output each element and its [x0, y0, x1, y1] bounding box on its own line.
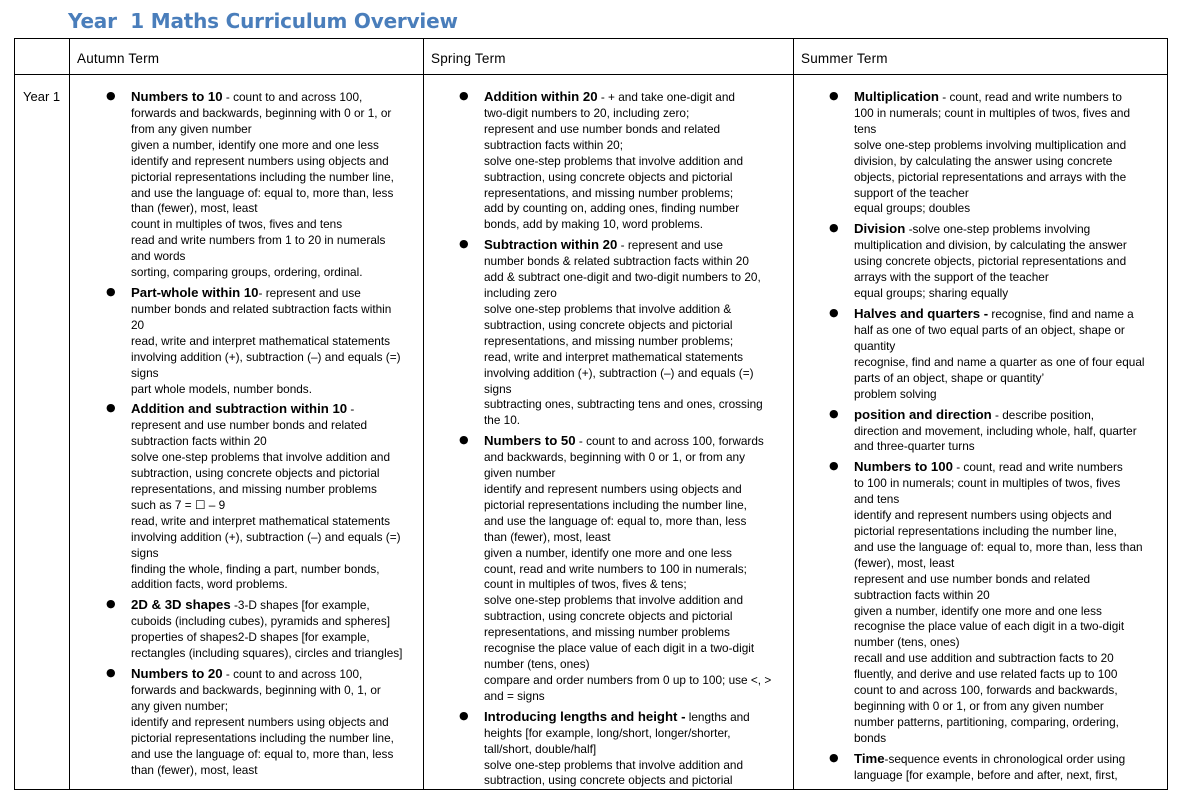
topic-detail-line: than (fewer), most, least: [131, 201, 258, 216]
topic-detail-line: and use the language of: equal to, more than, less: [484, 513, 747, 528]
topic-detail-line: division, by calculating the answer using concrete: [854, 153, 1113, 168]
topic-detail-line: given a number, identify one more and one less: [484, 545, 732, 560]
topic-item: [106, 665, 418, 778]
topic-detail-line: subtraction, using concrete objects and pictorial: [131, 466, 380, 481]
topic-detail-line: bonds: [854, 730, 887, 745]
topic-detail-line: and three-quarter turns: [854, 439, 975, 454]
topic-detail-line: count, read and write numbers to 100 in numerals;: [484, 561, 747, 576]
topic-detail-line: given a number, identify one more and one less: [131, 137, 379, 152]
header-autumn-term: Autumn Term: [77, 51, 160, 66]
topic-item: [106, 88, 418, 281]
topic-detail-line: involving addition (+), subtraction (–) and equals (=): [131, 529, 401, 544]
topic-detail-line: forwards and backwards, beginning with 0, 1, or: [131, 683, 381, 698]
topic-detail-line: represent and use number bonds and related: [484, 121, 721, 136]
topic-heading: [484, 236, 789, 254]
topic-detail-line: identify and represent numbers using objects and: [131, 153, 389, 168]
topic-title: position and direction: [854, 406, 992, 422]
topic-lead-text: - count to and across 100, forwards: [575, 434, 764, 449]
topic-list: [106, 88, 418, 779]
topic-detail-line: beginning with 0 or 1, or from any given number: [854, 699, 1104, 713]
topic-detail-line: any given number;: [131, 699, 229, 713]
topic-title: Halves and quarters -: [854, 305, 989, 321]
topic-lead-text: -3-D shapes [for example,: [230, 598, 370, 613]
topic-detail-line: read, write and interpret mathematical statements: [131, 513, 390, 528]
topic-detail-line: subtraction, using concrete objects and pictorial: [484, 169, 733, 184]
summer-term-column: [829, 88, 1167, 787]
topic-list: [829, 88, 1167, 784]
topic-detail-line: representations, and missing number problems: [484, 625, 730, 640]
topic-detail-line: equal groups; sharing equally: [854, 286, 1009, 301]
topic-detail-line: solve one-step problems that involve addition and: [484, 593, 744, 608]
topic-detail-line: addition facts, word problems.: [131, 577, 288, 592]
topic-detail-line: recognise, find and name a quarter as one of four equal: [854, 354, 1145, 369]
topic-item: [459, 88, 789, 233]
topic-heading: [484, 708, 789, 726]
topic-detail-line: number (tens, ones): [854, 635, 960, 650]
topic-heading: [854, 88, 1167, 106]
topic-title: Numbers to 100: [854, 459, 953, 475]
topic-title: Subtraction within 20: [484, 237, 618, 253]
topic-detail-line: recognise the place value of each digit in a two-digit: [854, 619, 1125, 634]
topic-detail-line: and backwards, beginning with 0 or 1, or from any: [484, 450, 745, 465]
topic-detail-line: involving addition (+), subtraction (–) and equals (=): [484, 365, 754, 380]
topic-title: Addition within 20: [484, 89, 598, 104]
topic-detail-line: subtraction facts within 20;: [484, 137, 624, 152]
topic-detail-line: to 100 in numerals; count in multiples of twos, fives: [854, 476, 1121, 491]
topic-detail-line: read, write and interpret mathematical statements: [484, 349, 743, 364]
topic-detail-line: and use the language of: equal to, more than, less: [131, 185, 394, 200]
topic-detail-line: cuboids (including cubes), pyramids and spheres]: [131, 614, 391, 629]
topic-title: Multiplication: [854, 89, 939, 104]
topic-heading: [854, 750, 1167, 768]
topic-lead-text: - count to and across 100,: [222, 667, 363, 682]
topic-detail-line: finding the whole, finding a part, number bonds,: [131, 561, 380, 576]
topic-lead-text: - count, read and write numbers to: [938, 90, 1122, 104]
topic-detail-line: forwards and backwards, beginning with 0 or 1, or: [131, 106, 392, 120]
topic-lead-text: - represent and use: [258, 285, 361, 300]
topic-detail-line: signs: [131, 545, 159, 560]
topic-heading: [131, 596, 418, 614]
topic-heading: [484, 88, 789, 106]
topic-detail-line: than (fewer), most, least: [484, 529, 611, 544]
topic-detail-line: count to and across 100, forwards and backwards,: [854, 683, 1118, 698]
topic-lead-text: lengths and: [685, 709, 750, 724]
topic-detail-line: solve one-step problems that involve addition &: [484, 301, 732, 316]
topic-title: Part-whole within 10: [131, 284, 259, 300]
topic-detail-line: than (fewer), most, least: [131, 762, 258, 777]
topic-title: 2D & 3D shapes: [131, 597, 231, 613]
topic-detail-line: identify and represent numbers using objects and: [484, 482, 742, 497]
topic-detail-line: involving addition (+), subtraction (–) and equals (=): [131, 349, 401, 364]
topic-detail-line: half as one of two equal parts of an object, shape or: [854, 322, 1125, 337]
topic-detail-line: parts of an object, shape or quantity’: [854, 370, 1045, 385]
topic-detail-line: bonds, add by making 10, word problems.: [484, 217, 704, 232]
topic-detail-line: rectangles (including squares), circles and triangles]: [131, 646, 403, 661]
topic-item: [829, 750, 1167, 784]
topic-detail-line: subtraction, using concrete objects and pictorial: [484, 609, 733, 624]
topic-detail-line: using concrete objects, pictorial representations and: [854, 254, 1127, 269]
topic-detail-line: representations, and missing number problems: [131, 482, 377, 497]
topic-detail-line: signs: [484, 381, 512, 396]
topic-detail-line: tens: [854, 121, 877, 136]
topic-heading: [484, 432, 789, 450]
topic-detail-line: given number: [484, 466, 556, 481]
topic-detail-line: representations, and missing number problems;: [484, 333, 734, 348]
topic-detail-line: identify and represent numbers using objects and: [131, 714, 389, 729]
topic-detail-line: including zero: [484, 286, 557, 301]
topic-title: Addition and subtraction within 10: [131, 401, 348, 417]
topic-item: [106, 400, 418, 593]
topic-lead-text: - describe position,: [991, 407, 1095, 422]
topic-detail-line: heights [for example, long/short, longer/shorter,: [484, 725, 731, 740]
topic-item: [106, 284, 418, 397]
page-title: Year 1 Maths Curriculum Overview: [68, 9, 458, 33]
topic-detail-line: language [for example, before and after, next, first,: [854, 767, 1118, 782]
topic-lead-text: -: [347, 402, 355, 417]
topic-detail-line: represent and use number bonds and related: [131, 418, 368, 433]
topic-detail-line: number (tens, ones): [484, 657, 590, 671]
topic-detail-line: read and write numbers from 1 to 20 in numerals: [131, 233, 386, 248]
topic-title: Time: [854, 750, 885, 766]
topic-detail-line: 100 in numerals; count in multiples of twos, fives and: [854, 106, 1131, 120]
year-label: Year 1: [23, 89, 61, 104]
topic-heading: [131, 88, 418, 106]
topic-detail-line: solve one-step problems that involve addition and: [484, 153, 744, 168]
topic-list: [459, 88, 789, 789]
topic-title: Numbers to 50: [484, 433, 576, 449]
column-divider: [793, 39, 794, 789]
topic-detail-line: add by counting on, adding ones, finding number: [484, 201, 740, 216]
topic-title: Numbers to 10: [131, 89, 223, 104]
topic-item: [829, 305, 1167, 403]
header-spring-term: Spring Term: [431, 51, 506, 66]
topic-detail-line: count in multiples of twos, fives and tens: [131, 217, 343, 232]
header-summer-term: Summer Term: [801, 51, 888, 66]
topic-detail-line: support of the teacher: [854, 185, 969, 200]
topic-detail-line: add & subtract one-digit and two-digit numbers to 20,: [484, 270, 761, 285]
topic-detail-line: sorting, comparing groups, ordering, ordinal.: [131, 265, 363, 280]
topic-detail-line: subtraction, using concrete objects and pictorial: [484, 317, 733, 332]
topic-item: [829, 406, 1167, 456]
topic-item: [459, 236, 789, 429]
topic-detail-line: and = signs: [484, 688, 545, 703]
topic-detail-line: and tens: [854, 492, 900, 507]
topic-detail-line: count in multiples of twos, fives & tens;: [484, 577, 687, 592]
curriculum-table: [14, 38, 1168, 790]
topic-item: [829, 88, 1167, 217]
topic-detail-line: subtraction facts within 20: [854, 587, 990, 602]
topic-item: [459, 432, 789, 705]
topic-detail-line: solve one-step problems involving multiplication and: [854, 137, 1127, 152]
topic-detail-line: recognise the place value of each digit in a two-digit: [484, 641, 755, 656]
topic-heading: [854, 458, 1167, 476]
topic-detail-line: direction and movement, including whole, half, quarter: [854, 423, 1137, 438]
topic-detail-line: (fewer), most, least: [854, 555, 955, 570]
topic-item: [459, 708, 789, 790]
topic-lead-text: recognise, find and name a: [988, 306, 1134, 321]
topic-detail-line: read, write and interpret mathematical statements: [131, 333, 390, 348]
topic-detail-line: from any given number: [131, 121, 252, 136]
topic-detail-line: arrays with the support of the teacher: [854, 270, 1049, 285]
topic-detail-line: given a number, identify one more and one less: [854, 603, 1102, 618]
topic-detail-line: subtraction facts within 20: [131, 434, 267, 449]
topic-item: [829, 458, 1167, 746]
topic-lead-text: - represent and use: [617, 238, 723, 253]
topic-detail-line: pictorial representations including the number line,: [131, 730, 394, 745]
topic-detail-line: representations, and missing number problems;: [484, 185, 734, 200]
topic-heading: [854, 406, 1167, 424]
topic-detail-line: number patterns, partitioning, comparing, ordering,: [854, 714, 1119, 729]
topic-detail-line: such as 7 = ☐ – 9: [131, 497, 226, 512]
topic-heading: [854, 305, 1167, 323]
topic-detail-line: fluently, and derive and use related facts up to 100: [854, 667, 1118, 682]
spring-term-column: [459, 88, 789, 790]
topic-lead-text: - + and take one-digit and: [597, 90, 735, 104]
topic-detail-line: signs: [131, 365, 159, 380]
topic-detail-line: objects, pictorial representations and arrays with the: [854, 169, 1127, 184]
topic-detail-line: compare and order numbers from 0 up to 100; use <, >: [484, 672, 772, 687]
topic-heading: [131, 665, 418, 683]
topic-detail-line: two-digit numbers to 20, including zero;: [484, 106, 690, 120]
topic-detail-line: multiplication and division, by calculating the answer: [854, 238, 1127, 253]
topic-detail-line: pictorial representations including the number line,: [854, 524, 1117, 539]
topic-lead-text: -solve one-step problems involving: [905, 222, 1091, 237]
topic-detail-line: part whole models, number bonds.: [131, 381, 312, 396]
topic-title: Division: [854, 221, 906, 237]
topic-detail-line: subtraction, using concrete objects and pictorial: [484, 773, 733, 788]
topic-detail-line: solve one-step problems that involve addition and: [131, 450, 391, 465]
topic-detail-line: subtracting ones, subtracting tens and ones, crossing: [484, 397, 763, 412]
topic-detail-line: number bonds and related subtraction facts within: [131, 301, 392, 316]
topic-detail-line: equal groups; doubles: [854, 201, 971, 216]
autumn-term-column: [106, 88, 418, 782]
topic-heading: [131, 400, 418, 418]
column-divider: [423, 39, 424, 789]
topic-item: [829, 220, 1167, 302]
topic-title: Introducing lengths and height -: [484, 708, 686, 724]
topic-lead-text: -sequence events in chronological order using: [884, 751, 1126, 766]
column-divider: [69, 39, 70, 789]
topic-detail-line: and words: [131, 249, 186, 264]
topic-detail-line: and use the language of: equal to, more than, less than: [854, 539, 1143, 554]
topic-detail-line: pictorial representations including the number line,: [484, 497, 747, 512]
topic-detail-line: the 10.: [484, 413, 521, 428]
topic-detail-line: solve one-step problems that involve addition and: [484, 757, 744, 772]
topic-lead-text: - count, read and write numbers: [952, 460, 1123, 475]
topic-detail-line: represent and use number bonds and related: [854, 571, 1091, 586]
topic-detail-line: 20: [131, 317, 145, 332]
topic-title: Numbers to 20: [131, 666, 223, 682]
topic-detail-line: tall/short, double/half]: [484, 741, 597, 756]
topic-detail-line: identify and represent numbers using objects and: [854, 508, 1112, 523]
topic-heading: [131, 284, 418, 302]
topic-detail-line: quantity: [854, 338, 896, 353]
topic-detail-line: number bonds & related subtraction facts within 20: [484, 254, 749, 269]
topic-detail-line: pictorial representations including the number line,: [131, 169, 394, 184]
topic-detail-line: recall and use addition and subtraction facts to 20: [854, 651, 1114, 666]
topic-detail-line: properties of shapes2-D shapes [for example,: [131, 630, 370, 645]
topic-lead-text: - count to and across 100,: [222, 90, 363, 104]
topic-detail-line: and use the language of: equal to, more than, less: [131, 746, 394, 761]
topic-detail-line: problem solving: [854, 386, 937, 401]
topic-heading: [854, 220, 1167, 238]
header-divider: [15, 74, 1167, 75]
topic-item: [106, 596, 418, 662]
